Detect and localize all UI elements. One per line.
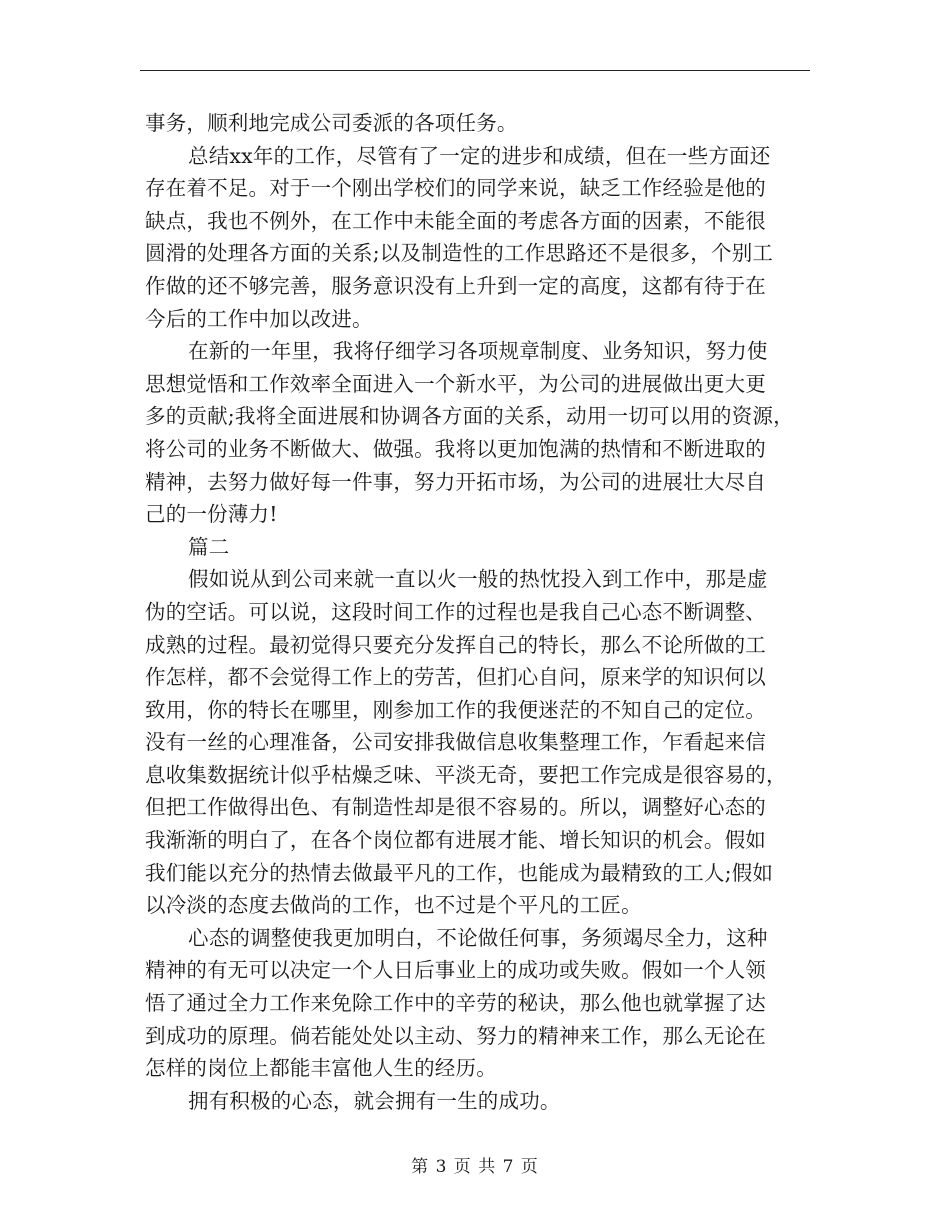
paragraph: [145, 531, 815, 564]
text-line: 作做的还不够完善，服务意识没有上升到一定的高度，这都有待于在: [145, 273, 766, 298]
text-line: 悟了通过全力工作来免除工作中的辛劳的秘诀，那么他也就掌握了达: [145, 991, 766, 1016]
text-line: 怎样的岗位上都能丰富他人生的经历。: [145, 1056, 497, 1081]
text-line: 拥有积极的心态，就会拥有一生的成功。: [188, 1088, 561, 1113]
text-line: 圆滑的处理各方面的关系;以及制造性的工作思路还不是很多，个别工: [145, 241, 774, 266]
page-footer: 第 3 页 共 7 页: [411, 1157, 539, 1177]
text-line: 我们能以充分的热情去做最平凡的工作，也能成为最精致的工人;假如: [145, 860, 774, 885]
text-line: 事务，顺利地完成公司委派的各项任务。: [145, 111, 518, 135]
text-line: 篇二: [188, 534, 230, 559]
text-line: 假如说从到公司来就一直以火一般的热忱投入到工作中，那是虚: [188, 567, 768, 592]
text-line: 我渐渐的明白了，在各个岗位都有进展才能、增长知识的机会。假如: [145, 828, 766, 853]
text-line: 精神，去努力做好每一件事，努力开拓市场，为公司的进展壮大尽自: [145, 469, 766, 494]
paragraph: [145, 1085, 815, 1118]
text-line: 己的一份薄力!: [145, 502, 278, 527]
text-line: 缺点，我也不例外，在工作中未能全面的考虑各方面的因素，不能很: [145, 208, 766, 233]
text-line: 作怎样，都不会觉得工作上的劳苦，但扪心自问，原来学的知识何以: [145, 665, 766, 690]
text-line: 存在着不足。对于一个刚出学校们的同学来说，缺乏工作经验是他的: [145, 176, 766, 201]
paragraph: [145, 335, 815, 531]
paragraph: [145, 107, 815, 140]
text-line: 成熟的过程。最初觉得只要充分发挥自己的特长，那么不论所做的工: [145, 632, 766, 657]
paragraph: [145, 563, 815, 922]
text-line: 精神的有无可以决定一个人日后事业上的成功或失败。假如一个人领: [145, 958, 766, 983]
text-line: 伪的空话。可以说，这段时间工作的过程也是我自己心态不断调整、: [145, 599, 766, 624]
text-line: 但把工作做得出色、有制造性却是很不容易的。所以，调整好心态的: [145, 795, 766, 820]
header-rule: [140, 70, 810, 71]
text-line: 将公司的业务不断做大、做强。我将以更加饱满的热情和不断进取的: [145, 436, 766, 461]
text-line: 在新的一年里，我将仔细学习各项规章制度、业务知识，努力使: [188, 339, 768, 364]
text-line: 息收集数据统计似乎枯燥乏味、平淡无奇，要把工作完成是很容易的，: [145, 762, 787, 787]
text-line: 致用，你的特长在哪里，刚参加工作的我便迷茫的不知自己的定位。: [145, 697, 766, 722]
text-line: 总结xx年的工作，尽管有了一定的进步和成绩，但在一些方面还: [188, 143, 771, 168]
text-line: 心态的调整使我更加明白，不论做任何事，务须竭尽全力，这种: [188, 925, 768, 950]
text-line: 今后的工作中加以改进。: [145, 306, 373, 331]
text-line: 到成功的原理。倘若能处处以主动、努力的精神来工作，那么无论在: [145, 1023, 766, 1048]
text-line: 以冷淡的态度去做尚的工作，也不过是个平凡的工匠。: [145, 893, 642, 918]
text-line: 思想觉悟和工作效率全面进入一个新水平，为公司的进展做出更大更: [145, 371, 766, 396]
text-line: 多的贡献;我将全面进展和协调各方面的关系，动用一切可以用的资源，: [145, 404, 794, 429]
paragraph: [145, 922, 815, 1085]
paragraph: [145, 140, 815, 336]
document-body: [145, 107, 815, 1117]
text-line: 没有一丝的心理准备，公司安排我做信息收集整理工作，乍看起来信: [145, 730, 766, 755]
